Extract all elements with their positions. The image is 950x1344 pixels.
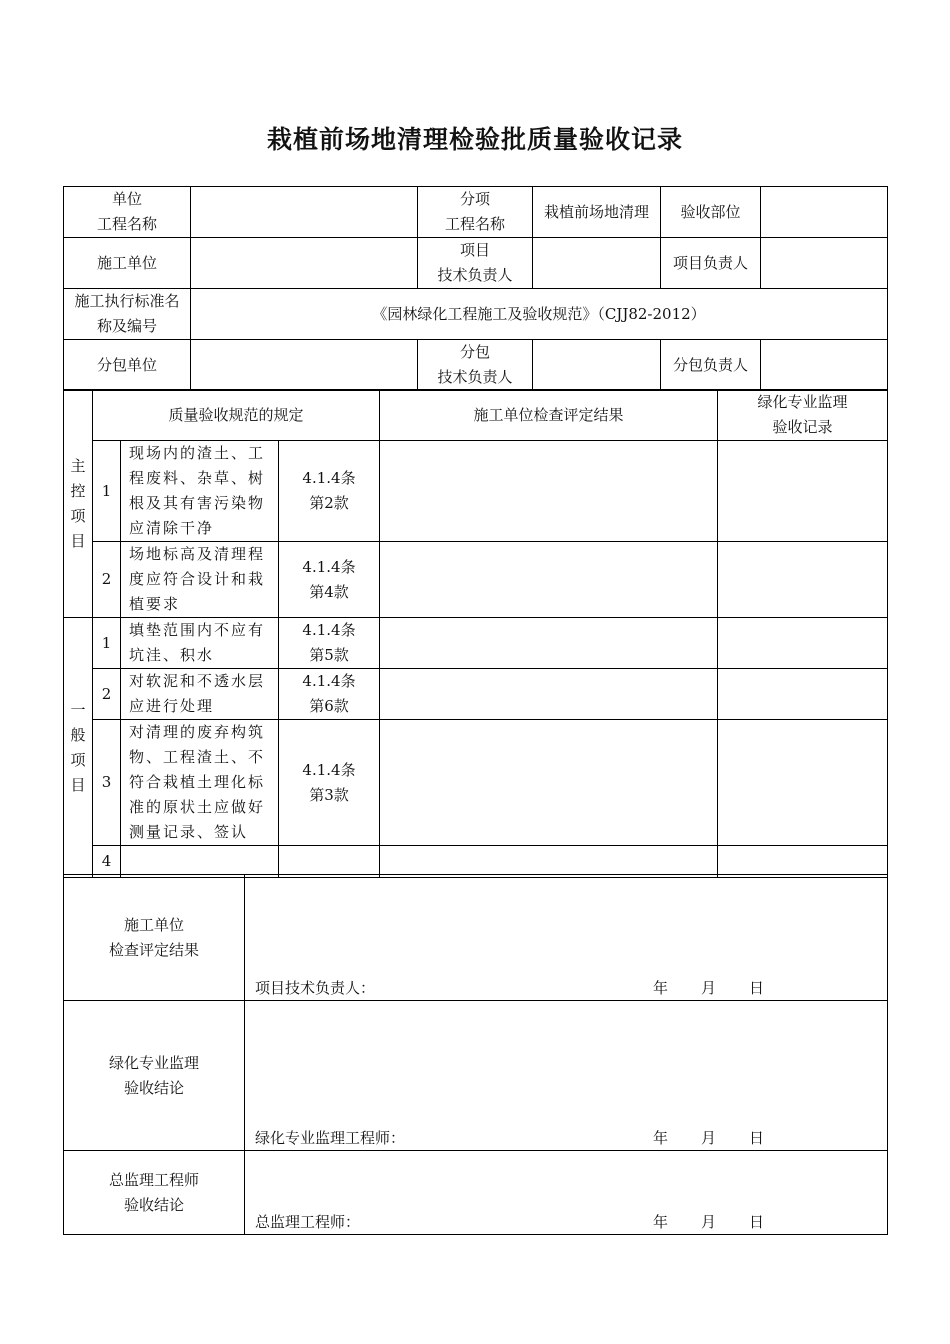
table-row <box>64 669 888 720</box>
item-supervision-cell[interactable] <box>718 542 888 618</box>
item-clause: 4.1.4条 第6款 <box>279 669 380 720</box>
day-label: 日 <box>749 1129 765 1147</box>
subcontract-unit-value[interactable] <box>191 340 418 391</box>
table-row <box>64 720 888 846</box>
sub-item-label: 分项 工程名称 <box>418 187 533 238</box>
sub-item-value[interactable]: 栽植前场地清理 <box>533 187 661 238</box>
item-result-cell[interactable] <box>380 441 718 542</box>
supervision-conclusion-label: 绿化专业监理 验收结论 <box>64 1001 245 1151</box>
item-description: 对清理的废弃构筑物、工程渣土、不符合栽植土理化标准的原状土应做好测量记录、签认 <box>121 720 279 846</box>
month-label: 月 <box>701 1213 717 1231</box>
item-number: 1 <box>93 618 121 669</box>
table-row <box>64 441 888 542</box>
year-label: 年 <box>653 979 669 997</box>
day-label: 日 <box>749 979 765 997</box>
construction-conclusion-field[interactable] <box>245 875 888 1001</box>
project-manager-label: 项目负责人 <box>661 238 761 289</box>
item-number: 2 <box>93 669 121 720</box>
item-supervision-cell[interactable] <box>718 846 888 878</box>
chief-conclusion-label: 总监理工程师 验收结论 <box>64 1151 245 1235</box>
item-clause: 4.1.4条 第2款 <box>279 441 380 542</box>
item-description: 对软泥和不透水层应进行处理 <box>121 669 279 720</box>
item-result-cell[interactable] <box>380 618 718 669</box>
item-number: 1 <box>93 441 121 542</box>
tech-lead-value[interactable] <box>533 238 661 289</box>
supervision-conclusion-field[interactable] <box>245 1001 888 1151</box>
sub-manager-label: 分包负责人 <box>661 340 761 391</box>
item-number: 4 <box>93 846 121 878</box>
item-result-cell[interactable] <box>380 669 718 720</box>
table-row <box>64 618 888 669</box>
sub-manager-value[interactable] <box>761 340 888 391</box>
item-description: 场地标高及清理程度应符合设计和栽植要求 <box>121 542 279 618</box>
year-label: 年 <box>653 1129 669 1147</box>
supervision-header: 绿化专业监理 验收记录 <box>718 390 888 441</box>
subcontract-unit-label: 分包单位 <box>64 340 191 391</box>
tech-lead-label: 项目 技术负责人 <box>418 238 533 289</box>
item-supervision-cell[interactable] <box>718 618 888 669</box>
month-label: 月 <box>701 1129 717 1147</box>
result-header: 施工单位检查评定结果 <box>380 390 718 441</box>
sub-tech-lead-value[interactable] <box>533 340 661 391</box>
supervision-signer-label: 绿化专业监理工程师： <box>255 1129 406 1147</box>
general-category: 一 般 项 目 <box>64 618 93 878</box>
item-result-cell[interactable] <box>380 542 718 618</box>
inspection-part-value[interactable] <box>761 187 888 238</box>
chief-conclusion-field[interactable] <box>245 1151 888 1235</box>
item-number: 3 <box>93 720 121 846</box>
page-title: 栽植前场地清理检验批质量验收记录 <box>266 125 683 154</box>
year-label: 年 <box>653 1213 669 1231</box>
item-description: 现场内的渣土、工程废料、杂草、树根及其有害污染物应清除干净 <box>121 441 279 542</box>
construction-unit-label: 施工单位 <box>64 238 191 289</box>
day-label: 日 <box>749 1213 765 1231</box>
item-supervision-cell[interactable] <box>718 441 888 542</box>
construction-signer-label: 项目技术负责人： <box>255 979 376 997</box>
items-table <box>63 389 888 878</box>
supervision-conclusion-row <box>64 1001 888 1151</box>
spec-header: 质量验收规范的规定 <box>93 390 380 441</box>
item-result-cell[interactable] <box>380 846 718 878</box>
conclusion-table <box>63 874 888 1235</box>
item-description: 填垫范围内不应有坑洼、积水 <box>121 618 279 669</box>
main-control-category: 主 控 项 目 <box>64 390 93 618</box>
item-supervision-cell[interactable] <box>718 669 888 720</box>
item-result-cell[interactable] <box>380 720 718 846</box>
item-clause: 4.1.4条 第3款 <box>279 720 380 846</box>
standard-value[interactable]: 《园林绿化工程施工及验收规范》（CJJ82-2012） <box>191 289 888 340</box>
standard-label: 施工执行标准名 称及编号 <box>64 289 191 340</box>
construction-conclusion-label: 施工单位 检查评定结果 <box>64 875 245 1001</box>
item-clause: 4.1.4条 第4款 <box>279 542 380 618</box>
project-manager-value[interactable] <box>761 238 888 289</box>
header-table <box>63 186 888 391</box>
item-clause: 4.1.4条 第5款 <box>279 618 380 669</box>
construction-conclusion-row <box>64 875 888 1001</box>
item-number: 2 <box>93 542 121 618</box>
inspection-part-label: 验收部位 <box>661 187 761 238</box>
item-supervision-cell[interactable] <box>718 720 888 846</box>
unit-project-value[interactable] <box>191 187 418 238</box>
item-description[interactable] <box>121 846 279 878</box>
sub-tech-lead-label: 分包 技术负责人 <box>418 340 533 391</box>
item-clause[interactable] <box>279 846 380 878</box>
month-label: 月 <box>701 979 717 997</box>
chief-signer-label: 总监理工程师： <box>255 1213 361 1231</box>
construction-unit-value[interactable] <box>191 238 418 289</box>
table-row <box>64 542 888 618</box>
unit-project-label: 单位 工程名称 <box>64 187 191 238</box>
table-row <box>64 846 888 878</box>
chief-conclusion-row <box>64 1151 888 1235</box>
